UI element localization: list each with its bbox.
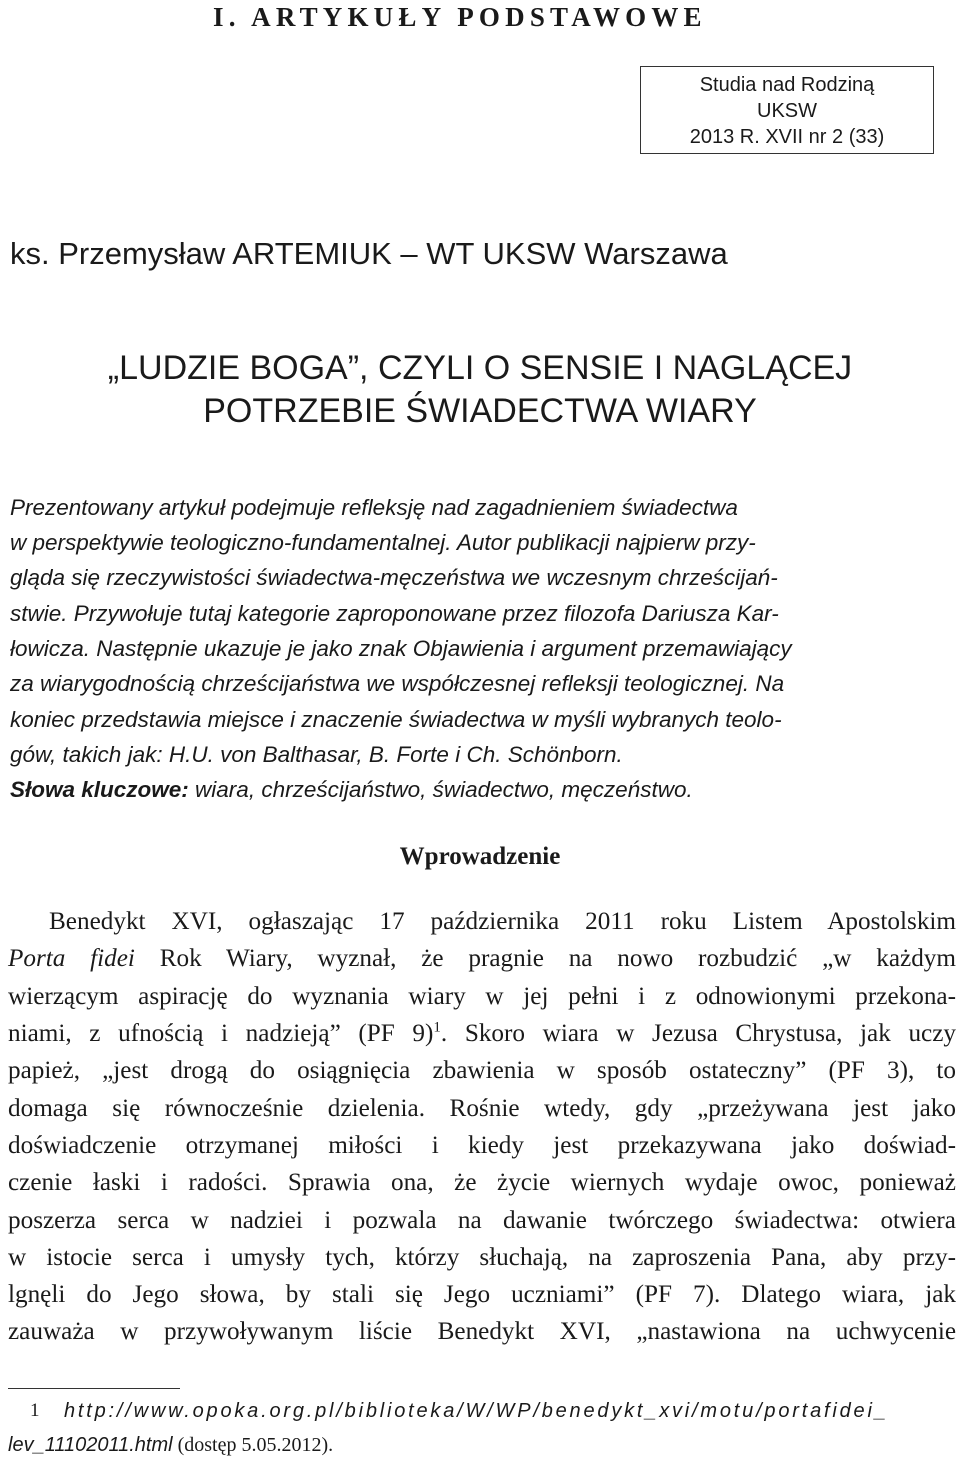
abstract-line: za wiarygodnością chrześcijaństwa we współczesnej refleksji teologicznej. Na [10, 671, 785, 696]
body-line: w istocie serca i umysły tych, którzy słuchają, na zaproszenia Pana, aby przy- [8, 1244, 956, 1271]
journal-issue: 2013 R. XVII nr 2 (33) [689, 126, 885, 148]
body-line [8, 945, 956, 973]
body-line: lgnęli do Jego słowa, by stali się Jego uczniami” (PF 7). Dlatego wiara, jak [8, 1281, 956, 1308]
body-line: wierzącym aspirację do wyznania wiary w jej pełni i z odnowionymi przekona- [8, 983, 956, 1010]
footnote-link-line-1[interactable] [64, 1400, 889, 1423]
body-line-text: Rok Wiary, wyznał, że pragnie na nowo rozbudzić „w każdym [134, 945, 956, 972]
abstract-line: koniec przedstawia miejsce i znaczenie świadectwa w myśli wybranych teolo- [10, 707, 782, 732]
body-line-text: niami, z ufnością i nadzieją” (PF 9) [8, 1020, 434, 1047]
footnote-url[interactable]: http://www.opoka.org.pl/biblioteka/W/WP/benedykt_xvi/motu/portafidei_ [64, 1400, 889, 1422]
section-heading: I. ARTYKUŁY PODSTAWOWE [213, 2, 707, 32]
keywords-text: wiara, chrześcijaństwo, świadectwo, męczeństwo. [188, 777, 693, 802]
porta-fidei-title: Porta fidei [8, 945, 135, 972]
abstract-line: Prezentowany artykuł podejmuje refleksję nad zagadnieniem świadectwa [10, 495, 738, 520]
body-line: czenie łaski i radości. Sprawia ona, że życie wiernych wydaje owoc, ponieważ [8, 1169, 956, 1196]
abstract-line: w perspektywie teologiczno-fundamentalnej. Autor publikacji najpierw przy- [10, 530, 756, 555]
intro-heading: Wprowadzenie [399, 843, 561, 870]
abstract-line: gląda się rzeczywistości świadectwa-męczeństwa we wczesnym chrześcijań- [10, 565, 778, 590]
abstract-line: gów, takich jak: H.U. von Balthasar, B. Forte i Ch. Schönborn. [10, 742, 623, 767]
body-line: zauważa w przywoływanym liście Benedykt XVI, „nastawiona na uchwycenie [8, 1318, 956, 1345]
footnote-line-2 [8, 1434, 333, 1457]
abstract-line: stwie. Przywołuje tutaj kategorie zaproponowane przez filozofa Dariusza Kar- [10, 601, 779, 626]
abstract-line: łowicza. Następnie ukazuje je jako znak Objawienia i argument przemawiający [10, 636, 792, 661]
journal-publisher: UKSW [757, 100, 817, 122]
keywords-label: Słowa kluczowe: [10, 777, 189, 802]
article-title-line-1: „LUDZIE BOGA”, CZYLI O SENSIE I NAGLĄCEJ [107, 349, 853, 387]
author-line: ks. Przemysław ARTEMIUK – WT UKSW Warszawa [10, 236, 728, 271]
article-title-line-2: POTRZEBIE ŚWIADECTWA WIARY [203, 392, 757, 430]
footnote-ref[interactable]: 1 [433, 1019, 441, 1036]
body-line [8, 1020, 956, 1048]
footnote-number: 1 [30, 1400, 40, 1421]
footnote-url-continued[interactable]: lev_11102011.html [8, 1434, 173, 1456]
body-line: papież, „jest drogą do osiągnięcia zbawienia w sposób ostateczny” (PF 3), to [8, 1057, 956, 1084]
body-line: doświadczenie otrzymanej miłości i kiedy jest przekazywana jako doświad- [8, 1132, 956, 1159]
journal-info-box [640, 66, 934, 154]
footnote-access-date: (dostęp 5.05.2012). [172, 1434, 334, 1456]
journal-name: Studia nad Rodziną [699, 74, 875, 96]
body-line: Benedykt XVI, ogłaszając 17 października 2011 roku Listem Apostolskim [49, 908, 956, 935]
body-line: domaga się równocześnie dzielenia. Rośnie wtedy, gdy „przeżywana jest jako [8, 1095, 956, 1122]
body-line-text: . Skoro wiara w Jezusa Chrystusa, jak uczy [440, 1020, 956, 1047]
keywords-line [10, 777, 960, 803]
body-line: poszerza serca w nadziei i pozwala na dawanie twórczego świadectwa: otwiera [8, 1207, 956, 1234]
footnote-divider [8, 1388, 180, 1389]
